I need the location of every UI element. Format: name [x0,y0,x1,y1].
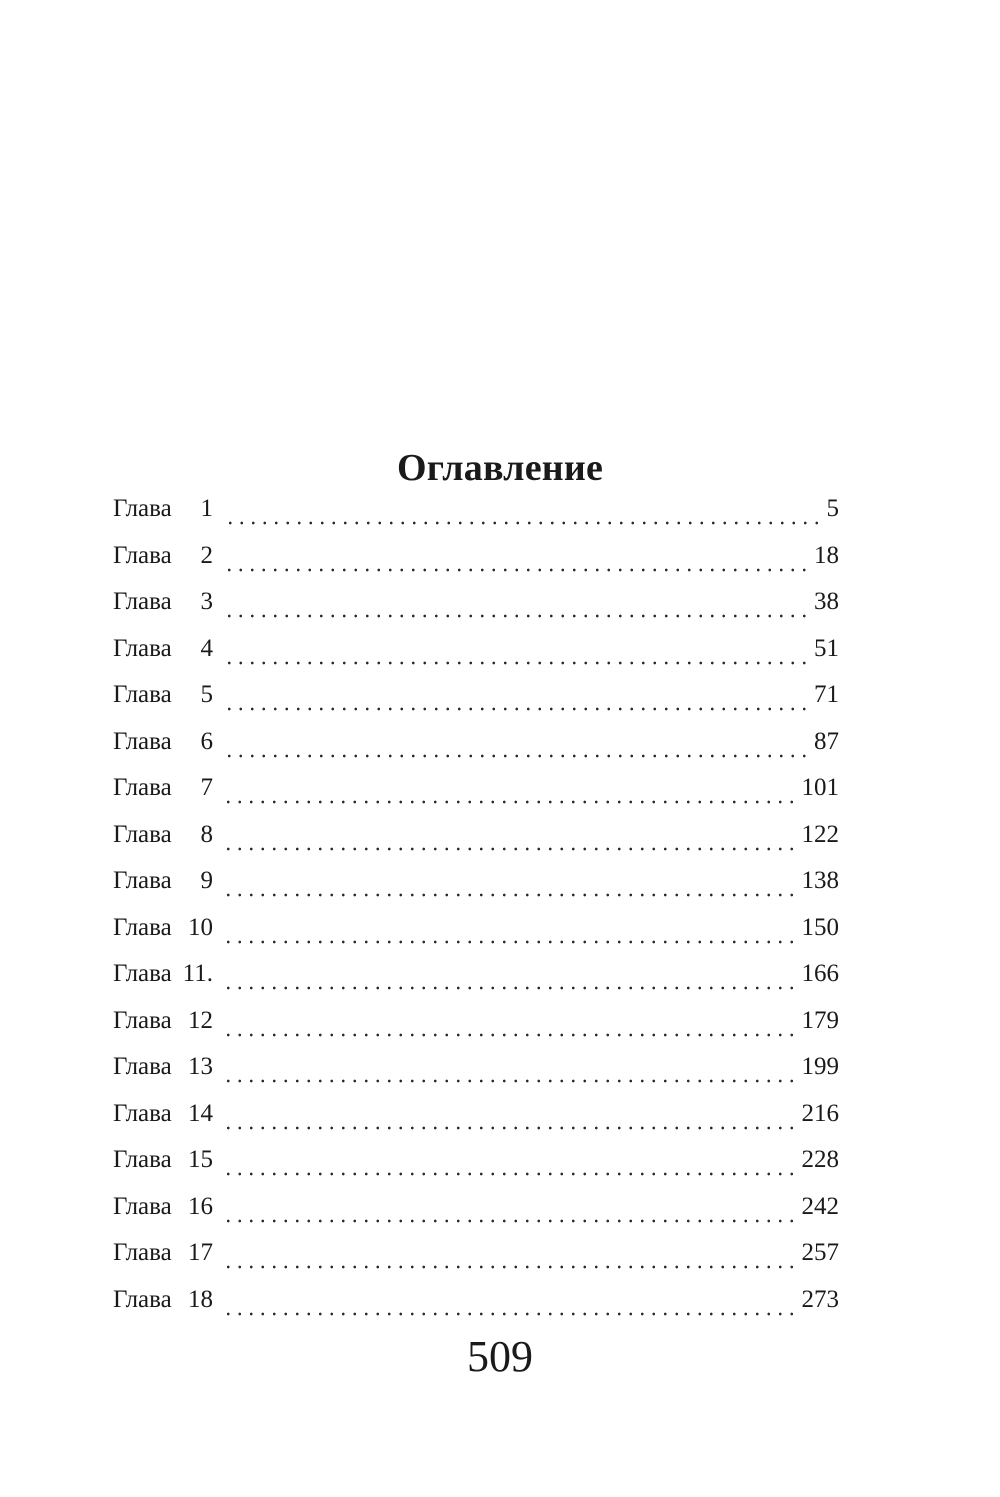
toc-entry-word: Глава [113,913,172,941]
page-number: 509 [467,1332,533,1381]
toc-entry[interactable] [113,1189,839,1236]
toc-entry[interactable] [113,817,839,864]
toc-entry[interactable] [113,770,839,817]
toc-entry-page: 87 [814,727,839,755]
toc-title: Оглавление [396,447,604,490]
toc-entry-page: 150 [801,913,839,941]
toc-entry-page: 166 [801,960,839,987]
toc-entry-label [113,770,213,806]
dot-leader [225,661,810,665]
toc-entry-word: Глава [113,820,172,848]
toc-entry-number: 10 [188,913,213,941]
toc-entry-number: 15 [188,1146,213,1173]
toc-entry-page: 38 [814,588,839,615]
toc-entry[interactable] [113,538,839,585]
toc-entry-page: 5 [826,495,839,522]
toc-entry-number: 1 [200,495,213,522]
toc-entry[interactable] [113,1096,839,1143]
toc-entry-word: Глава [113,681,172,708]
toc-entry-number: 16 [188,1192,213,1220]
toc-entry-word: Глава [113,588,172,615]
toc-entry-word: Глава [113,867,172,894]
toc-entry-page: 179 [801,1006,839,1034]
toc-entry-label [113,1049,213,1085]
toc-entry-page: 18 [814,541,839,569]
toc-entry-number: 7 [200,774,213,801]
toc-entry[interactable] [113,863,839,910]
toc-entry[interactable] [113,956,839,1003]
toc-entry[interactable] [113,677,839,724]
toc-entry-label [113,817,213,853]
dot-leader [225,568,810,572]
toc-entry-label [113,863,213,899]
toc-entry-number: 13 [188,1053,213,1080]
toc-entry-page: 216 [801,1099,839,1127]
toc-entry-page: 228 [801,1146,839,1173]
toc-entry-number: 11. [182,960,213,987]
toc-entry[interactable] [113,910,839,957]
dot-leader [225,893,798,897]
dot-leader [225,1172,798,1176]
toc-entry-number: 12 [188,1006,213,1034]
toc-entry-label [113,1003,213,1039]
toc-entry[interactable] [113,1142,839,1189]
dot-leader [225,1265,798,1269]
toc-entry-label [113,1235,213,1271]
toc-entry-word: Глава [113,1099,172,1127]
dot-leader [225,521,823,525]
dot-leader [225,1033,798,1037]
toc-entry-number: 17 [188,1239,213,1266]
toc-entry-word: Глава [113,1146,172,1173]
toc-entry-word: Глава [113,1053,172,1080]
toc-entry[interactable] [113,584,839,631]
toc-entry[interactable] [113,1049,839,1096]
dot-leader [225,940,798,944]
dot-leader [225,800,798,804]
toc-entry-page: 51 [814,634,839,662]
toc-entry-page: 101 [801,774,839,801]
toc-entry-word: Глава [113,1239,172,1266]
toc-entry-page: 138 [801,867,839,894]
toc-entry-label [113,631,213,667]
toc-entry-label [113,724,213,760]
toc-entry-label [113,677,213,713]
toc-entry[interactable] [113,491,839,538]
toc-entry-page: 71 [814,681,839,708]
toc-entry-number: 2 [200,541,213,569]
dot-leader [225,1126,798,1130]
toc-entry-label [113,584,213,620]
toc-entry-page: 199 [801,1053,839,1080]
toc-list [113,491,839,1328]
toc-entry-label [113,1189,213,1225]
dot-leader [225,1219,798,1223]
toc-entry-page: 257 [801,1239,839,1266]
toc-entry-page: 273 [801,1285,839,1313]
toc-entry[interactable] [113,724,839,771]
toc-entry[interactable] [113,631,839,678]
toc-entry-word: Глава [113,634,172,662]
toc-entry-word: Глава [113,1006,172,1034]
toc-entry-number: 14 [188,1099,213,1127]
toc-entry-word: Глава [113,727,172,755]
toc-entry-page: 242 [801,1192,839,1220]
toc-entry-page: 122 [801,820,839,848]
toc-entry-label [113,910,213,946]
toc-entry-word: Глава [113,495,172,522]
toc-entry-number: 6 [200,727,213,755]
toc-entry-label [113,538,213,574]
dot-leader [225,707,810,711]
dot-leader [225,847,798,851]
toc-entry-number: 18 [188,1285,213,1313]
toc-entry-label [113,1142,213,1178]
toc-entry-word: Глава [113,774,172,801]
toc-entry-word: Глава [113,1192,172,1220]
dot-leader [225,614,810,618]
toc-entry-number: 9 [200,867,213,894]
toc-entry-label [113,1096,213,1132]
toc-entry[interactable] [113,1235,839,1282]
toc-entry-number: 3 [200,588,213,615]
toc-entry-number: 8 [200,820,213,848]
toc-entry-label [113,956,213,992]
toc-entry-word: Глава [113,960,172,987]
toc-entry-word: Глава [113,1285,172,1313]
toc-entry[interactable] [113,1282,839,1329]
toc-entry[interactable] [113,1003,839,1050]
toc-entry-number: 5 [200,681,213,708]
dot-leader [225,986,798,990]
toc-entry-word: Глава [113,541,172,569]
dot-leader [225,754,810,758]
toc-entry-label [113,491,213,527]
toc-entry-number: 4 [200,634,213,662]
toc-entry-label [113,1282,213,1318]
dot-leader [225,1079,798,1083]
dot-leader [225,1312,798,1316]
